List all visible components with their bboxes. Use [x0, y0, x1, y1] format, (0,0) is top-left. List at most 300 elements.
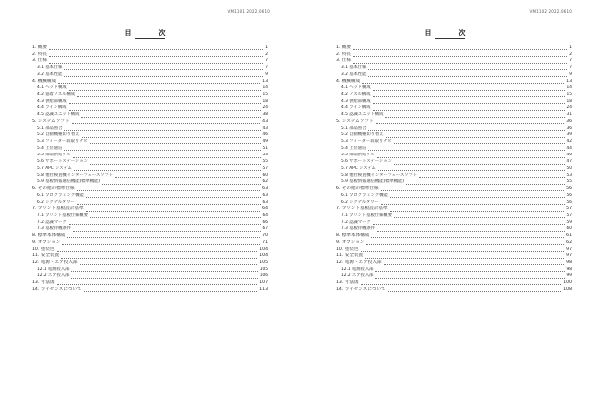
toc-subentry[interactable] [32, 65, 268, 72]
toc-subentry[interactable] [32, 72, 268, 79]
toc-subentry[interactable] [336, 126, 572, 133]
toc-entry-label: 3. 仕様 [32, 58, 48, 64]
toc-entry[interactable] [32, 280, 268, 287]
dot-leader [62, 244, 260, 245]
page-header-code: VM1102 2022.0610 [529, 9, 572, 14]
toc-subentry[interactable] [32, 213, 268, 220]
dot-leader [390, 211, 565, 212]
toc-entry[interactable] [336, 186, 572, 193]
toc-subentry[interactable] [32, 173, 268, 180]
dot-leader [49, 63, 263, 64]
dot-leader [82, 137, 261, 138]
toc-page-number: 63 [262, 192, 268, 198]
toc-entry-label: 4.5 認識ユニット構成 [37, 112, 80, 118]
toc-page-number: 63 [262, 199, 268, 205]
toc-entry-label: 12. 電源・エア投入部 [336, 260, 382, 265]
toc-subentry[interactable] [32, 85, 268, 92]
toc-entry-label: 1. 概要 [336, 45, 352, 50]
dot-leader [81, 117, 260, 118]
toc-entry[interactable] [32, 260, 268, 267]
toc-entry-label: 5.3 フィーダー段取りナビ [341, 139, 392, 145]
toc-subentry[interactable] [336, 273, 572, 280]
toc-entry-label: 4.2 協着ノズル構成 [37, 92, 76, 98]
toc-entry[interactable] [336, 260, 572, 267]
dot-leader [86, 211, 261, 212]
toc-subentry[interactable] [336, 166, 572, 173]
toc-subentry[interactable] [336, 193, 572, 200]
toc-entry[interactable] [32, 79, 268, 86]
dot-leader [73, 157, 261, 158]
toc-entry-label: 7.1 プリント基板仕様概要 [341, 212, 392, 218]
dot-leader [57, 251, 258, 252]
toc-entry-label: 5.8 他社検査機インターフェースソフト [37, 172, 114, 178]
toc-page-number: 18 [566, 98, 572, 104]
toc-page-number: 62 [262, 179, 268, 185]
toc-page-number: 56 [566, 199, 572, 205]
toc-page-number: 1 [265, 45, 268, 50]
toc-entry-label: 7.3 基板待機条件 [341, 226, 375, 232]
dot-leader [361, 284, 562, 285]
dot-leader [373, 110, 565, 111]
toc-entry-label: 3.1 基本仕様 [341, 65, 367, 71]
toc-entry-label: 2. 特長 [32, 51, 48, 57]
dot-leader [115, 177, 260, 178]
toc-subentry[interactable] [32, 146, 268, 153]
toc-page-number: 7 [569, 58, 572, 64]
toc-subentry[interactable] [32, 126, 268, 133]
toc-entry-label: 9. オプション [32, 239, 61, 245]
toc-entry-label: 14. ライセンスについて [336, 286, 386, 292]
toc-page-number: 49 [262, 139, 268, 145]
toc-entry-label: 4.3 供給部構成 [341, 98, 371, 104]
toc-page-number: 42 [566, 139, 572, 145]
dot-leader [368, 69, 567, 70]
toc-entry-label: 11. 安全装置 [32, 253, 60, 259]
dot-leader [49, 56, 263, 57]
dot-leader [366, 244, 564, 245]
toc-page-number: 66 [262, 219, 268, 225]
toc-page-number: 2 [569, 51, 572, 57]
dot-leader [90, 164, 261, 165]
toc-subentry[interactable] [336, 132, 572, 139]
toc-entry[interactable] [32, 52, 268, 59]
toc-entry-label: 4.4 ライン構成 [37, 105, 67, 111]
dot-leader [368, 130, 564, 131]
toc-entry-label: 5.8 他社検査機インターフェースソフト [341, 172, 418, 178]
toc-entry-label: 3.1 基本仕様 [37, 65, 63, 71]
toc-entry-label: 2. 特長 [336, 51, 352, 57]
toc-subentry[interactable] [32, 200, 268, 207]
toc-subentry[interactable] [32, 220, 268, 227]
toc-page-number: 9 [569, 71, 572, 77]
toc-entry-label: 4. 機械構成 [336, 78, 361, 84]
dot-leader [377, 231, 565, 232]
dot-leader [102, 184, 260, 185]
toc-entry[interactable] [32, 119, 268, 126]
toc-entry-label: 4.5 認識ユニット構成 [341, 112, 384, 118]
dot-leader [64, 76, 263, 77]
toc-entry-label: 5.1 部品照合 [37, 125, 63, 131]
dot-leader [390, 197, 565, 198]
toc-subentry[interactable] [32, 112, 268, 119]
toc-page-number: 39 [566, 132, 572, 138]
toc-entry-label: 5. システムソフト [32, 118, 70, 124]
toc-subentry[interactable] [336, 92, 572, 99]
toc-entry-label: 7. プリント基板設計基準 [336, 206, 388, 212]
toc-entry-label: 9. オプション [336, 239, 365, 245]
toc-entry[interactable] [336, 280, 572, 287]
toc-entry-label: 12.2 エア投入部 [37, 273, 70, 279]
toc-entry-label: 5.4 上位通信 [37, 145, 63, 151]
dot-leader [365, 258, 564, 259]
dot-leader [373, 90, 565, 91]
toc-page-number: 97 [566, 253, 572, 259]
toc-subentry[interactable] [32, 92, 268, 99]
dot-leader [69, 103, 261, 104]
toc-entry-label: 5.9 基板情報通信機能(標準機能) [37, 179, 101, 185]
toc-entry-label: 5.6 サポートステーション [37, 159, 88, 165]
dot-leader [361, 251, 565, 252]
toc-page-number: 56 [566, 186, 572, 192]
toc-subentry[interactable] [32, 139, 268, 146]
toc-entry-label: 5.7 APC システム [37, 165, 72, 171]
dot-leader [77, 190, 261, 191]
dot-leader [84, 291, 258, 292]
dot-leader [61, 258, 257, 259]
toc-page-number: 13 [566, 78, 572, 84]
toc-entry-label: 7. プリント基板設計基準 [32, 206, 84, 212]
dot-leader [353, 49, 567, 50]
toc-subentry[interactable] [336, 179, 572, 186]
dot-leader [90, 217, 261, 218]
dot-leader [80, 264, 258, 265]
toc-entry[interactable] [32, 45, 268, 52]
toc-entry-label: 5.9 基板情報通信機能(標準機能) [341, 179, 405, 185]
toc-entry-label: 5.6 サポートステーション [341, 159, 392, 165]
toc-page-number: 59 [566, 219, 572, 225]
dot-leader [371, 237, 564, 238]
toc-page-number: 50 [566, 165, 572, 171]
toc-page-number: 47 [566, 159, 572, 165]
toc-page-number: 64 [262, 206, 268, 212]
toc-page-number: 1 [569, 45, 572, 50]
dot-leader [381, 204, 565, 205]
toc-entry-label: 10. 塗装色 [336, 246, 359, 252]
toc-page-number: 31 [566, 112, 572, 118]
toc-entry-label: 4.4 ライン構成 [341, 105, 371, 111]
toc-entry-label: 6.2 シグナルタワー [341, 199, 379, 205]
toc-page-number: 55 [566, 179, 572, 185]
toc-page-number: 57 [566, 206, 572, 212]
page-header-code: VM1101 2022.0610 [227, 9, 270, 14]
toc-entry-label: 4.2 ノズル構成 [341, 92, 371, 98]
toc-entry-label: 6. その他の標準仕様 [336, 186, 379, 192]
toc-entry-label: 13. 寸法図 [32, 280, 55, 286]
toc-page-number: 97 [566, 246, 572, 252]
toc-page-number: 71 [262, 239, 268, 245]
dot-leader [77, 96, 260, 97]
toc-entry-label: 5.1 部品照合 [341, 125, 367, 131]
dot-leader [362, 83, 564, 84]
toc-entry[interactable] [336, 52, 572, 59]
toc-subentry[interactable] [336, 213, 572, 220]
toc-entry-label: 5.4 上位通信 [341, 145, 367, 151]
toc-page-number: 55 [262, 159, 268, 165]
toc-page-number: 43 [262, 125, 268, 131]
toc-list [336, 45, 572, 294]
dot-leader [49, 49, 263, 50]
toc-subentry[interactable] [32, 105, 268, 112]
toc-page-right [300, 0, 600, 419]
toc-page-number: 53 [262, 152, 268, 158]
dot-leader [381, 190, 565, 191]
toc-page-number: 14 [566, 85, 572, 91]
toc-subentry[interactable] [336, 146, 572, 153]
toc-page-number: 51 [262, 145, 268, 151]
dot-leader [353, 63, 567, 64]
toc-page-number: 70 [262, 233, 268, 239]
dot-leader [376, 123, 565, 124]
toc-entry-label: 6.1 プログラミング機能 [37, 192, 84, 198]
toc-entry[interactable] [336, 119, 572, 126]
dot-leader [64, 150, 260, 151]
dot-leader [373, 96, 565, 97]
toc-page-number: 98 [566, 266, 572, 272]
toc-subentry[interactable] [32, 159, 268, 166]
toc-subentry[interactable] [336, 99, 572, 106]
toc-entry-label: 11. 安全装置 [336, 253, 364, 259]
toc-page-number: 44 [566, 145, 572, 151]
toc-entry[interactable] [32, 253, 268, 260]
toc-subentry[interactable] [336, 105, 572, 112]
dot-leader [73, 231, 261, 232]
toc-subentry[interactable] [336, 226, 572, 233]
toc-subentry[interactable] [336, 200, 572, 207]
dot-leader [74, 170, 261, 171]
toc-page-number: 15 [262, 92, 268, 98]
toc-entry-label: 8. 標準本体構成 [336, 233, 370, 239]
dot-leader [69, 110, 261, 111]
toc-entry-label: 7.2 認識マーク [37, 219, 67, 225]
toc-entry-label: 12. 電源・エア投入部 [32, 260, 78, 265]
toc-entry[interactable] [32, 206, 268, 213]
toc-entry-label: 6. その他の標準仕様 [32, 186, 75, 192]
toc-subentry[interactable] [32, 273, 268, 280]
dot-leader [386, 137, 565, 138]
toc-subentry[interactable] [32, 267, 268, 274]
dot-leader [69, 90, 261, 91]
toc-entry[interactable] [32, 186, 268, 193]
dot-leader [71, 278, 257, 279]
toc-entry[interactable] [32, 287, 268, 294]
toc-entry-label: 3. 仕様 [336, 58, 352, 64]
toc-page-number: 104 [259, 246, 268, 252]
toc-subentry[interactable] [336, 173, 572, 180]
toc-page-number: 105 [259, 260, 268, 265]
toc-entry[interactable] [336, 247, 572, 254]
toc-subentry[interactable] [336, 159, 572, 166]
toc-entry-label: 5.2 自動機種切り替え [341, 132, 384, 138]
toc-subentry[interactable] [32, 153, 268, 160]
toc-page-number: 108 [563, 286, 572, 292]
toc-page-number: 67 [262, 226, 268, 232]
toc-subentry[interactable] [32, 99, 268, 106]
toc-entry-label: 7.1 プリント基板仕様概要 [37, 212, 88, 218]
dot-leader [64, 130, 260, 131]
toc-entry-label: 12.2 エア投入部 [341, 273, 374, 279]
toc-page-number: 100 [563, 280, 572, 286]
dot-leader [385, 117, 564, 118]
toc-page-number: 105 [259, 266, 268, 272]
title-underline [435, 38, 465, 39]
dot-leader [86, 197, 261, 198]
toc-page-number: 99 [566, 273, 572, 279]
toc-subentry[interactable] [336, 65, 572, 72]
toc-page-number: 36 [566, 125, 572, 131]
toc-entry-label: 7.2 認識マーク [341, 219, 371, 225]
toc-page-number: 24 [262, 105, 268, 111]
dot-leader [375, 278, 564, 279]
toc-page-number: 56 [566, 192, 572, 198]
toc-subentry[interactable] [336, 85, 572, 92]
toc-entry-label: 5. システムソフト [336, 118, 374, 124]
toc-page-number: 106 [259, 273, 268, 279]
toc-subentry[interactable] [32, 132, 268, 139]
toc-page-number: 24 [566, 105, 572, 111]
dot-leader [57, 284, 258, 285]
dot-leader [67, 237, 260, 238]
toc-entry-label: 12.1 電源投入部 [341, 266, 374, 272]
toc-page-number: 63 [262, 186, 268, 192]
toc-entry-label: 8. 標準本体構成 [32, 233, 66, 239]
toc-entry-label: 5.5 部品供給ナビ [341, 152, 375, 158]
toc-subentry[interactable] [336, 139, 572, 146]
title-underline [135, 38, 165, 39]
toc-entry[interactable] [32, 58, 268, 65]
toc-page-number: 7 [265, 58, 268, 64]
dot-leader [373, 103, 565, 104]
dot-leader [71, 271, 257, 272]
toc-page-number: 107 [259, 280, 268, 286]
toc-page-number: 104 [259, 253, 268, 259]
toc-subentry[interactable] [336, 153, 572, 160]
toc-page-number: 13 [262, 78, 268, 84]
toc-entry-label: 3.2 基本性能 [37, 71, 63, 77]
toc-title: 目 次 [424, 29, 476, 37]
dot-leader [64, 69, 263, 70]
toc-entry-label: 4. 機械構成 [32, 78, 57, 84]
toc-entry[interactable] [336, 79, 572, 86]
toc-subentry[interactable] [32, 193, 268, 200]
toc-entry-label: 12.1 電源投入部 [37, 266, 70, 272]
toc-title: 目 次 [124, 29, 176, 37]
toc-entry-label: 13. 寸法図 [336, 280, 359, 286]
toc-entry[interactable] [336, 45, 572, 52]
toc-page-number: 64 [262, 212, 268, 218]
toc-page-number: 38 [262, 112, 268, 118]
toc-page-number: 60 [262, 172, 268, 178]
toc-page-number: 15 [566, 92, 572, 98]
dot-leader [90, 143, 261, 144]
toc-entry[interactable] [336, 58, 572, 65]
toc-subentry[interactable] [336, 72, 572, 79]
toc-subentry[interactable] [32, 166, 268, 173]
toc-entry-label: 4.1 ヘッド構成 [37, 85, 67, 91]
toc-entry-label: 5.7 APC システム [341, 165, 376, 171]
toc-page-number: 14 [262, 85, 268, 91]
toc-entry-label: 5.2 自動機種切り替え [37, 132, 80, 138]
toc-page-number: 7 [569, 65, 572, 71]
toc-entry[interactable] [32, 240, 268, 247]
dot-leader [394, 164, 565, 165]
toc-entry[interactable] [336, 287, 572, 294]
dot-leader [69, 224, 261, 225]
toc-page-number: 113 [259, 286, 268, 292]
toc-page-number: 7 [265, 65, 268, 71]
dot-leader [394, 143, 565, 144]
toc-entry-label: 3.2 基本性能 [341, 71, 367, 77]
toc-page-number: 53 [566, 172, 572, 178]
toc-page-number: 46 [262, 132, 268, 138]
dot-leader [72, 123, 261, 124]
toc-page-number: 57 [262, 165, 268, 171]
dot-leader [377, 157, 565, 158]
toc-subentry[interactable] [336, 220, 572, 227]
dot-leader [353, 56, 567, 57]
toc-entry-label: 6.2 シグナルタワー [37, 199, 75, 205]
dot-leader [373, 224, 565, 225]
toc-entry[interactable] [32, 247, 268, 254]
toc-subentry[interactable] [336, 267, 572, 274]
dot-leader [406, 184, 564, 185]
toc-entry[interactable] [336, 206, 572, 213]
toc-entry-label: 4.1 ヘッド構成 [341, 85, 371, 91]
toc-page-number: 2 [265, 51, 268, 57]
dot-leader [394, 217, 565, 218]
toc-page-number: 57 [566, 212, 572, 218]
toc-entry-label: 5.3 フィーダー段取りナビ [37, 139, 88, 145]
toc-subentry[interactable] [32, 179, 268, 186]
dot-leader [384, 264, 565, 265]
toc-entry[interactable] [336, 253, 572, 260]
toc-list [32, 45, 268, 294]
toc-page-number: 60 [566, 226, 572, 232]
dot-leader [368, 76, 567, 77]
toc-entry-label: 5.5 部品供給ナビ [37, 152, 71, 158]
dot-leader [388, 291, 562, 292]
toc-entry-label: 1. 概要 [32, 45, 48, 50]
toc-entry-label: 6.1 プログラミング機能 [341, 192, 388, 198]
dot-leader [77, 204, 261, 205]
toc-entry-label: 10. 塗装色 [32, 246, 55, 252]
toc-entry[interactable] [336, 233, 572, 240]
toc-page-number: 62 [566, 239, 572, 245]
toc-entry-label: 14. ライセンスについて [32, 286, 82, 292]
dot-leader [58, 83, 260, 84]
toc-entry[interactable] [336, 240, 572, 247]
toc-page-number: 43 [262, 118, 268, 124]
toc-subentry[interactable] [336, 112, 572, 119]
toc-subentry[interactable] [32, 226, 268, 233]
toc-page-number: 61 [566, 233, 572, 239]
toc-entry-label: 4.3 供給部構成 [37, 98, 67, 104]
toc-entry[interactable] [32, 233, 268, 240]
toc-entry-label: 7.3 基板待機条件 [37, 226, 71, 232]
dot-leader [368, 150, 564, 151]
toc-page-number: 46 [566, 152, 572, 158]
dot-leader [378, 170, 565, 171]
toc-page-number: 9 [265, 71, 268, 77]
